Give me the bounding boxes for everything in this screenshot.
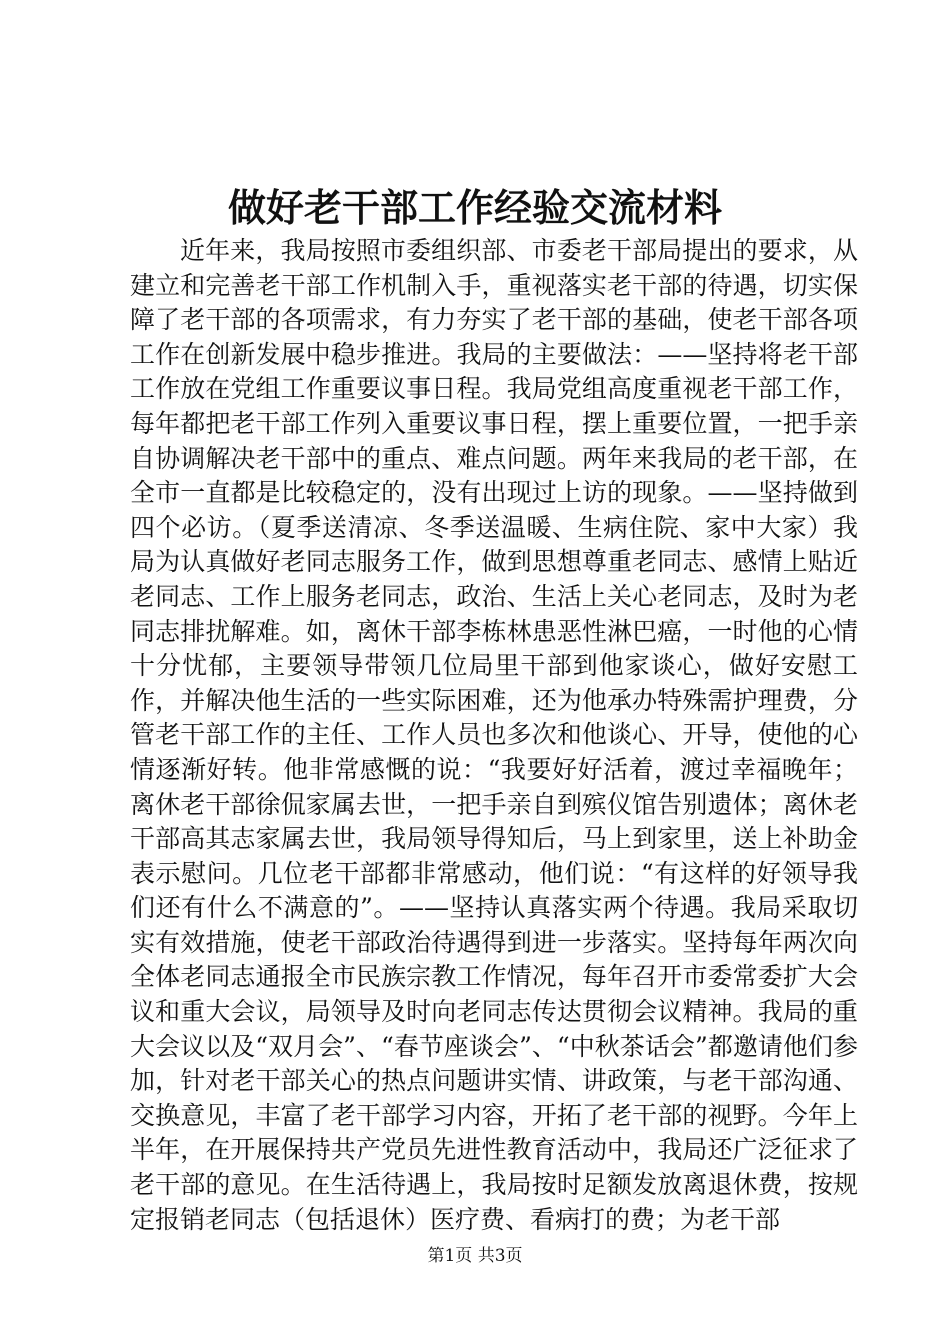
document-body-paragraph: 近年来，我局按照市委组织部、市委老干部局提出的要求，从建立和完善老干部工作机制入手，重视落实老干部的待遇，切实保障了老干部的各项需求，有力夯实了老干部的基础，使老干部各项工作在创新发展中稳步推进。我局的主要做法：——坚持将老干部工作放在党组工作重要议事日程。我局党组高度重视老干部工作，每年都把老干部工作列入重要议事日程，摆上重要位置，一把手亲自协调解决老干部中的重点、难点问题。两年来我局的老干部，在全市一直都是比较稳定的，没有出现过上访的现象。——坚持做到四个必访。（夏季送清凉、冬季送温暖、生病住院、家中大家）我局为认真做好老同志服务工作，做到思想尊重老同志、感情上贴近老同志、工作上服务老同志，政治、生活上关心老同志，及时为老同志排扰解难。如，离休干部李栋林患恶性淋巴癌，一时他的心情十分忧郁，主要领导带领几位局里干部到他家谈心，做好安慰工作，并解决他生活的一些实际困难，还为他承办特殊需护理费，分管老干部工作的主任、工作人员也多次和他谈心、开导，使他的心情逐渐好转。他非常感慨的说：“我要好好活着，渡过幸福晚年；离休老干部徐侃家属去世，一把手亲自到殡仪馆告别遗体；离休老干部高其志家属去世，我局领导得知后，马上到家里，送上补助金表示慰问。几位老干部都非常感动，他们说：“有这样的好领导我们还有什么不满意的”。——坚持认真落实两个待遇。我局采取切实有效措施，使老干部政治待遇得到进一步落实。坚持每年两次向全体老同志通报全市民族宗教工作情况，每年召开市委常委扩大会议和重大会议，局领导及时向老同志传达贯彻会议精神。我局的重大会议以及“双月会”、“春节座谈会”、“中秋茶话会”都邀请他们参加，针对老干部关心的热点问题讲实情、讲政策，与老干部沟通、交换意见，丰富了老干部学习内容，开拓了老干部的视野。今年上半年，在开展保持共产党员先进性教育活动中，我局还广泛征求了老干部的意见。在生活待遇上，我局按时足额发放离退休费，按规定报销老同志（包括退休）医疗费、看病打的费；为老干部 <box>130 236 858 1234</box>
document-title: 做好老干部工作经验交流材料 <box>227 185 722 230</box>
page-indicator: 第1页 共3页 <box>427 1246 523 1266</box>
